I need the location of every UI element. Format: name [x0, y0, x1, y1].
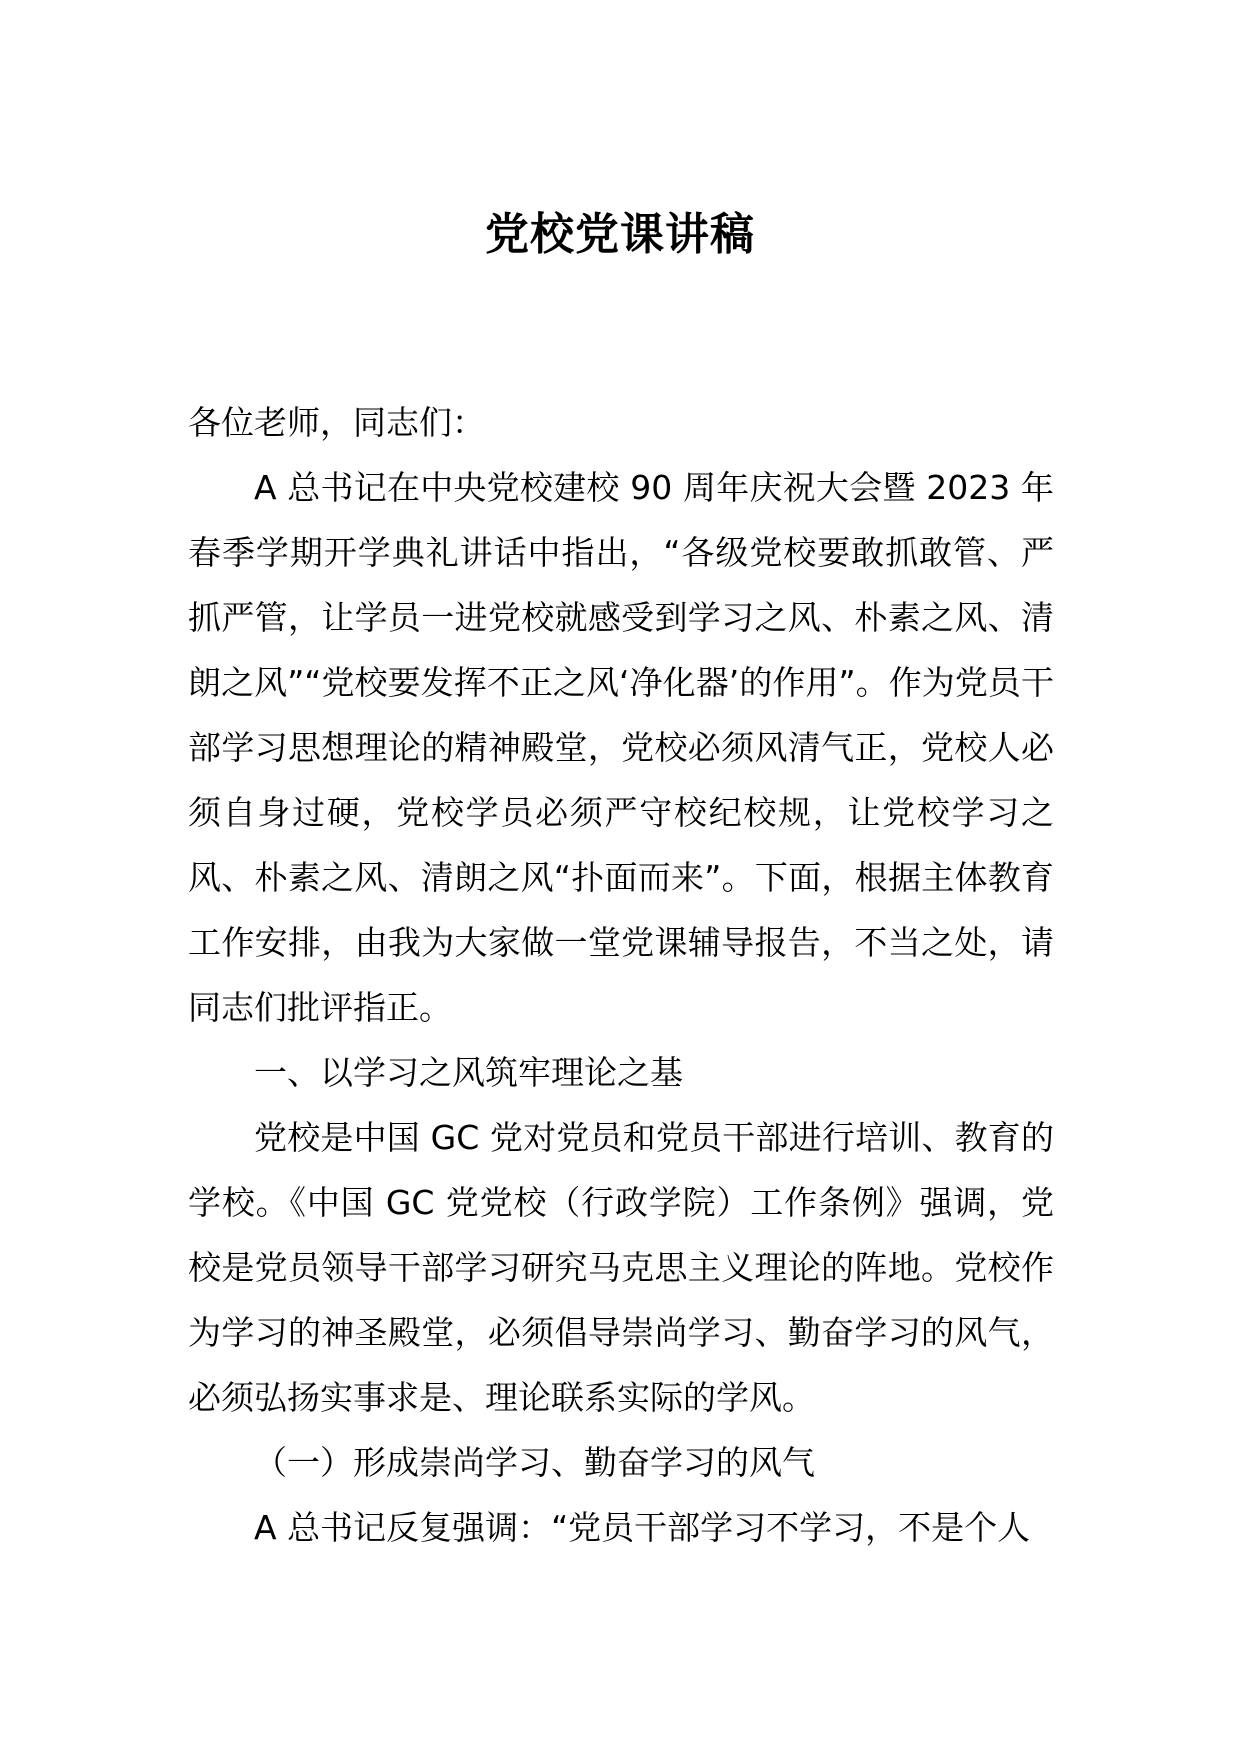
document-body [188, 390, 1054, 1560]
document-title: 党校党课讲稿 [485, 209, 755, 260]
paragraph-party-school: 党校是中国 GC 党对党员和党员干部进行培训、教育的学校。《中国 GC 党党校（行政学院）工作条例》强调，党校是党员领导干部学习研究马克思主义理论的阵地。党校作为学习的神圣殿堂，必须倡导崇尚学习、勤奋学习的风气，必须弘扬实事求是、理论联系实际的学风。 [188, 1118, 1054, 1417]
section-heading-1: 一、以学习之风筑牢理论之基 [254, 1053, 683, 1092]
salutation: 各位老师，同志们： [188, 403, 485, 442]
paragraph-quote: A 总书记反复强调：“党员干部学习不学习，不是个人 [254, 1508, 1031, 1547]
paragraph-intro: A 总书记在中央党校建校 90 周年庆祝大会暨 2023 年春季学期开学典礼讲话中指出，“各级党校要敢抓敢管、严抓严管，让学员一进党校就感受到学习之风、朴素之风、清朗之风”“党校要发挥不正之风‘净化器’的作用”。作为党员干部学习思想理论的精神殿堂，党校必须风清气正，党校人必须自身过硬，党校学员必须严守校纪校规，让党校学习之风、朴素之风、清朗之风“扑面而来”。下面，根据主体教育工作安排，由我为大家做一堂党课辅导报告，不当之处，请同志们批评指正。 [188, 468, 1054, 1027]
subsection-heading-1: （一）形成崇尚学习、勤奋学习的风气 [254, 1443, 815, 1482]
